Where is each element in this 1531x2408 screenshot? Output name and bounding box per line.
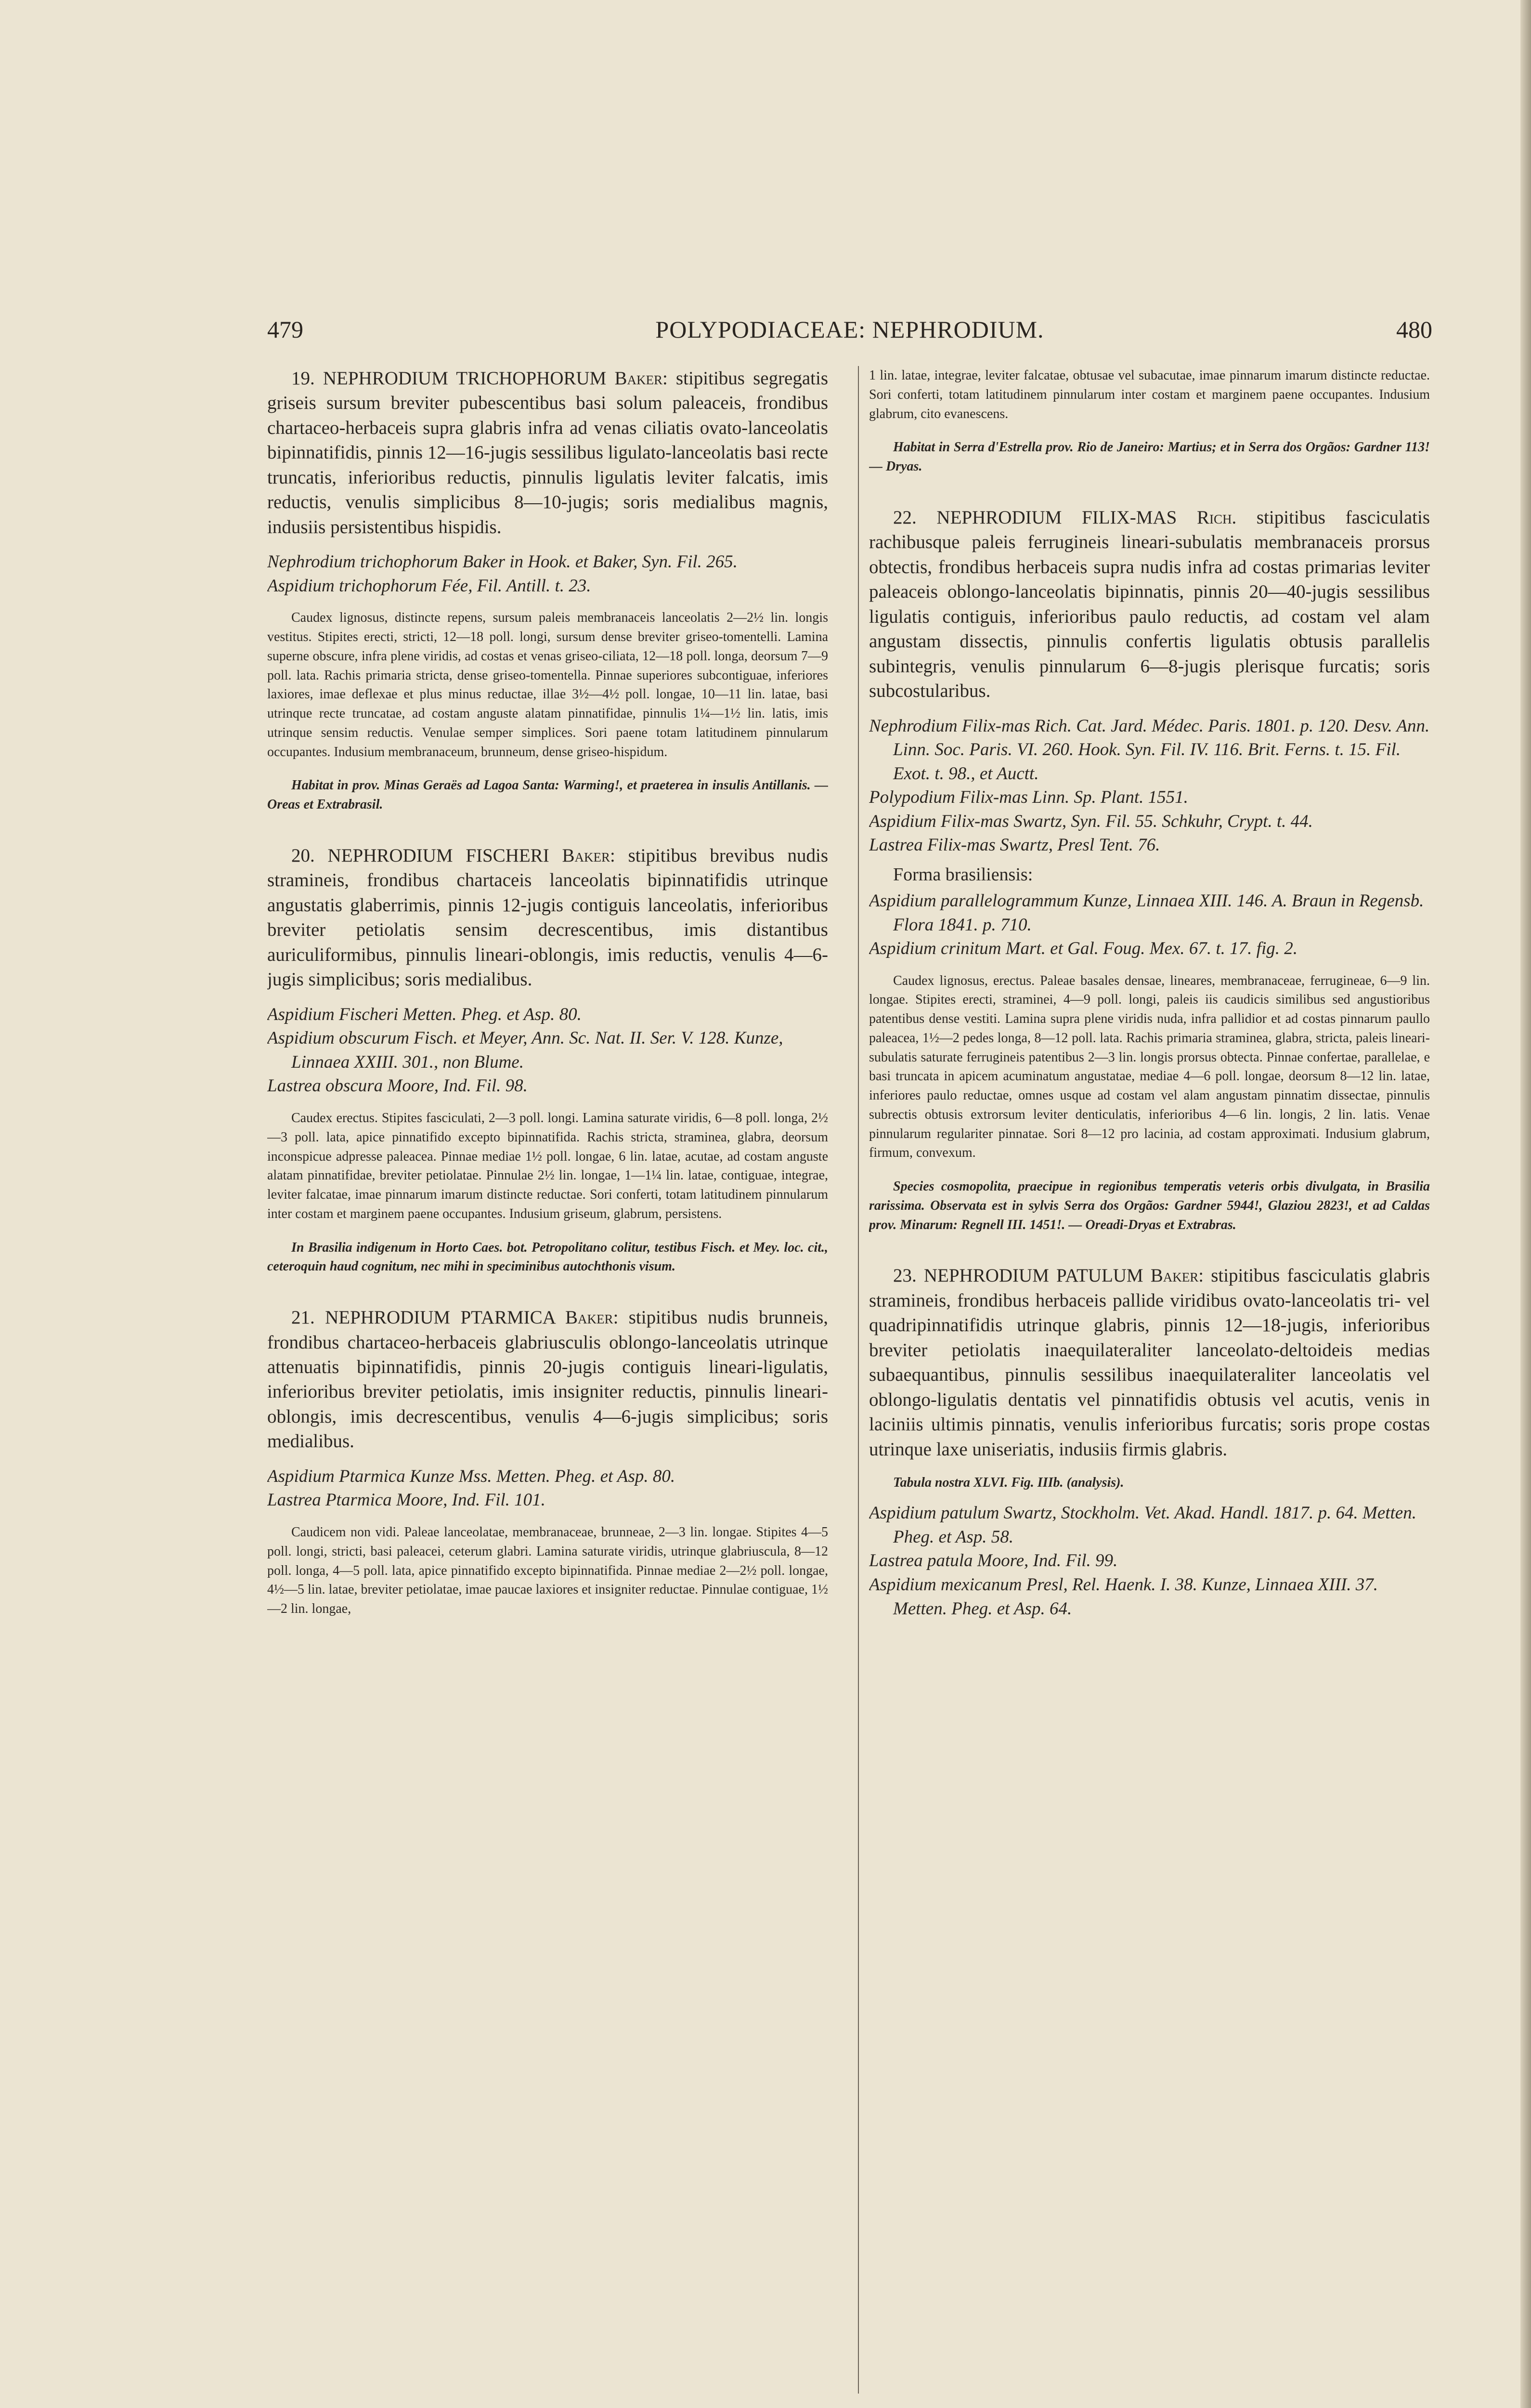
habitat: Habitat in prov. Minas Geraës ad Lagoa Santa: Warming!, et praeterea in insulis Antillanis. — Oreas et Extrabrasil. xyxy=(267,778,828,812)
species-author: Baker xyxy=(1150,1265,1199,1286)
species-entry-21-continued xyxy=(869,366,1430,476)
species-entry-23 xyxy=(869,1263,1430,1621)
species-entry-21 xyxy=(267,1305,828,1619)
synonymy xyxy=(869,1501,1430,1621)
species-author: Baker xyxy=(565,1307,613,1328)
species-name: NEPHRODIUM FILIX-MAS xyxy=(936,507,1177,528)
right-column xyxy=(869,366,1430,2403)
species-entry-19 xyxy=(267,366,828,814)
page-header xyxy=(267,315,1432,354)
description: Caudicem non vidi. Paleae lanceolatae, membranaceae, brunneae, 2—3 lin. longae. Stipites 4—5 poll. longi, stricti, basi paleacei, ceterum glabri. Lamina saturate viridis, utrinque glabriuscula, 8—12 poll. longa, 4—5 poll. lata, apice pinnatifido excepto bipinnatifida. Pinnae mediae 2—2½ poll. longae, 4½—5 lin. latae, breviter petiolatae, imae paucae laxiores et insigniter reductae. Pinnulae contiguae, 1½—2 lin. longae, xyxy=(267,1525,828,1617)
species-name: NEPHRODIUM FISCHERI xyxy=(327,845,549,866)
synonym: Lastrea Ptarmica Moore, Ind. Fil. 101. xyxy=(267,1490,545,1510)
species-number: 22. xyxy=(893,507,917,528)
habitat: Species cosmopolita, praecipue in regionibus temperatis veteris orbis divulgata, in Brasilia rarissima. Observata est in sylvis Serra dos Orgãos: Gardner 5944!, Glaziou 2823!, et ad Caldas prov. Minarum: Regnell III. 1451!. — Oreadi-Dryas et Extrabras. xyxy=(869,1179,1430,1232)
species-author: Baker xyxy=(562,845,610,866)
synonym: Aspidium parallelogrammum Kunze, Linnaea XIII. 146. A. Braun in Regensb. Flora 1841. p. 710. xyxy=(869,890,1424,935)
species-name: NEPHRODIUM PTARMICA xyxy=(325,1307,555,1328)
synonymy xyxy=(267,1465,828,1512)
species-entry-22 xyxy=(869,505,1430,1235)
synonym: Aspidium obscurum Fisch. et Meyer, Ann. Sc. Nat. II. Ser. V. 128. Kunze, Linnaea XXIII. 301., non Blume. xyxy=(267,1028,783,1072)
synonym: Lastrea Filix-mas Swartz, Presl Tent. 76. xyxy=(869,835,1160,855)
species-author: Baker xyxy=(614,368,662,389)
page-edge xyxy=(1520,0,1531,2408)
species-author: Rich. xyxy=(1196,507,1237,528)
running-title: POLYPODIACEAE: NEPHRODIUM. xyxy=(655,316,1044,343)
plate-reference: Tabula nostra XLVI. Fig. IIIb. (analysis). xyxy=(893,1475,1124,1491)
diagnosis-text: : stipitibus brevibus nudis stramineis, frondibus chartaceis lanceolatis bipinnatifidis utrinque angustatis glaberrimis, pinnis 12-jugis contiguis lanceolatis, inferioribus breviter petiolatis sensim decrescentibus, imis distantibus auriculiformibus, pinnulis lineari-oblongis, imis reductis, venulis 4—6-jugis simplicibus; soris medialibus. xyxy=(267,845,828,990)
diagnosis-text: : stipitibus segregatis griseis sursum breviter pubescentibus basi solum paleaceis, frondibus chartaceo-herbaceis supra glabris infra ad venas ciliatis ovato-lanceolatis bipinnatifidis, pinnis 12—16-jugis sessilibus ligulato-lanceolatis basi recte truncatis, inferioribus reductis, pinnulis ligulatis leviter falcatis, imis reductis, venulis simplicibus 8—10-jugis; soris medialibus magnis, indusiis persistentibus hispidis. xyxy=(267,368,828,537)
synonym: Polypodium Filix-mas Linn. Sp. Plant. 1551. xyxy=(869,787,1188,808)
column-divider xyxy=(858,366,859,2394)
species-number: 20. xyxy=(291,845,315,866)
synonym: Lastrea obscura Moore, Ind. Fil. 98. xyxy=(267,1076,528,1096)
synonym: Aspidium Filix-mas Swartz, Syn. Fil. 55. Schkuhr, Crypt. t. 44. xyxy=(869,811,1313,831)
species-diagnosis xyxy=(869,1263,1430,1462)
synonymy xyxy=(869,714,1430,857)
synonym: Aspidium mexicanum Presl, Rel. Haenk. I. 38. Kunze, Linnaea XIII. 37. Metten. Pheg. et Asp. 64. xyxy=(869,1574,1378,1619)
synonym: Aspidium Fischeri Metten. Pheg. et Asp. 80. xyxy=(267,1004,582,1024)
synonym: Aspidium Ptarmica Kunze Mss. Metten. Pheg. et Asp. 80. xyxy=(267,1466,675,1486)
description: Caudex lignosus, distincte repens, sursum paleis membranaceis lanceolatis 2—2½ lin. longis vestitus. Stipites erecti, stricti, 12—18 poll. longi, sursum dense breviter griseo-tomentelli. Lamina superne obscure, infra plene viridis, ad costas et venas griseo-ciliata, 12—18 poll. longa, deorsum 7—9 poll. lata. Rachis primaria stricta, dense griseo-tomentella. Pinnae superiores subcontiguae, inferiores laxiores, imae deflexae et plus minus reductae, illae 3½—4½ poll. longae, 10—11 lin. latae, basi utrinque recte truncatae, ad costam anguste alatam pinnatifidae, pinnulis 1¼—1½ lin. latis, imis utrinque sensim reductis. Venulae semper simplices. Sori paene totam latitudinem pinnularum occupantes. Indusium membranaceum, brunneum, dense griseo-hispidum. xyxy=(267,610,828,759)
species-diagnosis xyxy=(267,366,828,539)
species-number: 23. xyxy=(893,1265,917,1286)
diagnosis-text: : stipitibus fasciculatis glabris stramineis, frondibus herbaceis pallide viridibus ovato-lanceolatis tri- vel quadripinnatifidis utrinque glabris, pinnis 12—18-jugis, inferioribus breviter petiolatis inaequilateraliter lanceolato-deltoideis medias subaequantibus, pinnulis sessilibus inaequilateraliter lanceolatis vel oblongo-ligulatis dentatis vel pinnatifidis obtusis vel acutis, venis in laciniis ultimis pinnatis, venulis inferioribus furcatis; soris prope costas utrinque laxe uniseriatis, indusiis firmis glabris. xyxy=(869,1265,1430,1460)
page-number-right: 480 xyxy=(1396,316,1432,343)
species-diagnosis xyxy=(267,1305,828,1454)
description: 1 lin. latae, integrae, leviter falcatae, obtusae vel subacutae, imae pinnarum imarum distincte reductae. Sori conferti, totam latitudinem pinnularum inter costam et marginem paene occupantes. Indusium glabrum, cito evanescens. xyxy=(869,368,1430,421)
synonym: Nephrodium Filix-mas Rich. Cat. Jard. Médec. Paris. 1801. p. 120. Desv. Ann. Linn. Soc. Paris. VI. 260. Hook. Syn. Fil. IV. 116. Brit. Ferns. t. 15. Fil. Exot. t. 98., et Auctt. xyxy=(869,716,1430,784)
species-name: NEPHRODIUM TRICHOPHORUM xyxy=(323,368,607,389)
page-number-left: 479 xyxy=(267,316,303,343)
synonym: Aspidium trichophorum Fée, Fil. Antill. t. 23. xyxy=(267,576,591,596)
diagnosis-text: : stipitibus nudis brunneis, frondibus chartaceo-herbaceis glabriusculis oblongo-lanceolatis utrinque attenuatis bipinnatifidis, pinnis 20-jugis contiguis lineari-ligulatis, inferioribus breviter petiolatis, imis insigniter reductis, pinnulis lineari-oblongis, imis decrescentibus, venulis 4—6-jugis simplicibus; soris medialibus. xyxy=(267,1307,828,1452)
forma-heading: Forma brasiliensis: xyxy=(893,864,1033,885)
synonym: Nephrodium trichophorum Baker in Hook. et Baker, Syn. Fil. 265. xyxy=(267,552,738,572)
description: Caudex erectus. Stipites fasciculati, 2—3 poll. longi. Lamina saturate viridis, 6—8 poll. longa, 2½—3 poll. lata, apice pinnatifido excepto bipinnatifida. Rachis stricta, straminea, glabra, deorsum inconspicue adpresse paleacea. Pinnae mediae 1½ poll. longae, 6 lin. latae, acutae, ad costam anguste alatam pinnatifidae, breviter petiolatae. Pinnulae 2½ lin. longae, 1—1¼ lin. latae, contiguae, integrae, leviter falcatae, imae pinnarum imarum distincte reductae. Sori conferti, totam latitudinem pinnularum inter costam et marginem paene occupantes. Indusium griseum, glabrum, persistens. xyxy=(267,1111,828,1221)
habitat: In Brasilia indigenum in Horto Caes. bot. Petropolitano colitur, testibus Fisch. et Mey. loc. cit., ceteroquin haud cognitum, nec mihi in speciminibus autochthonis visum. xyxy=(267,1240,828,1274)
synonymy xyxy=(267,1003,828,1098)
habitat: Habitat in Serra d'Estrella prov. Rio de Janeiro: Martius; et in Serra dos Orgãos: Gardner 113! — Dryas. xyxy=(869,440,1430,474)
species-name: NEPHRODIUM PATULUM xyxy=(923,1265,1143,1286)
synonymy xyxy=(267,550,828,598)
description: Caudex lignosus, erectus. Paleae basales densae, lineares, membranaceae, ferrugineae, 6—9 lin. longae. Stipites erecti, straminei, 4—9 poll. longi, paleis iis caudicis similibus sed angustioribus patentibus dense vestiti. Lamina supra plene viridis nuda, infra pallidior et ad costas pinnarum paullo paleacea, 1½—2 pedes longa, 8—12 poll. lata. Rachis primaria straminea, glabra, stricta, paleis lineari-subulatis saturate ferrugineis patentibus 2—3 lin. longis prorsus obtecta. Pinnae confertae, parallelae, e basi truncata in apicem acuminatum angustatae, mediae 4—6 poll. longae, deorsum 8—12 lin. latae, inferiores paulo reductae, omnes usque ad costam vel alam angustam pinnatim dissectae, pinnulis subrectis obtusis extrorsum leviter denticulatis, inferioribus 4—6 lin. longis, 2 lin. latis. Venae pinnularum regulariter pinnatae. Sori 8—12 pro lacinia, ad costam approximati. Indusium glabrum, firmum, convexum. xyxy=(869,973,1430,1161)
diagnosis-text: stipitibus fasciculatis rachibusque paleis ferrugineis lineari-subulatis membranaceis prorsus obtectis, frondibus herbaceis supra nudis infra ad costas primarias leviter paleaceis oblongo-lanceolatis bipinnatis, pinnis 20—40-jugis sessilibus ligulatis contiguis, inferioribus paulo reductis, ad costam vel alam angustam dissectis, pinnulis confertis ligulatis obtusis parallelis subintegris, venulis pinnularum 6—8-jugis plerisque furcatis; soris subcostularibus. xyxy=(869,507,1430,702)
synonymy xyxy=(869,889,1430,961)
species-number: 21. xyxy=(291,1307,315,1328)
species-diagnosis xyxy=(267,843,828,992)
left-column xyxy=(267,366,828,2403)
synonym: Lastrea patula Moore, Ind. Fil. 99. xyxy=(869,1551,1118,1571)
species-diagnosis xyxy=(869,505,1430,704)
species-entry-20 xyxy=(267,843,828,1276)
species-number: 19. xyxy=(291,368,315,389)
synonym: Aspidium patulum Swartz, Stockholm. Vet. Akad. Handl. 1817. p. 64. Metten. Pheg. et Asp. 58. xyxy=(869,1503,1416,1547)
synonym: Aspidium crinitum Mart. et Gal. Foug. Mex. 67. t. 17. fig. 2. xyxy=(869,939,1297,959)
